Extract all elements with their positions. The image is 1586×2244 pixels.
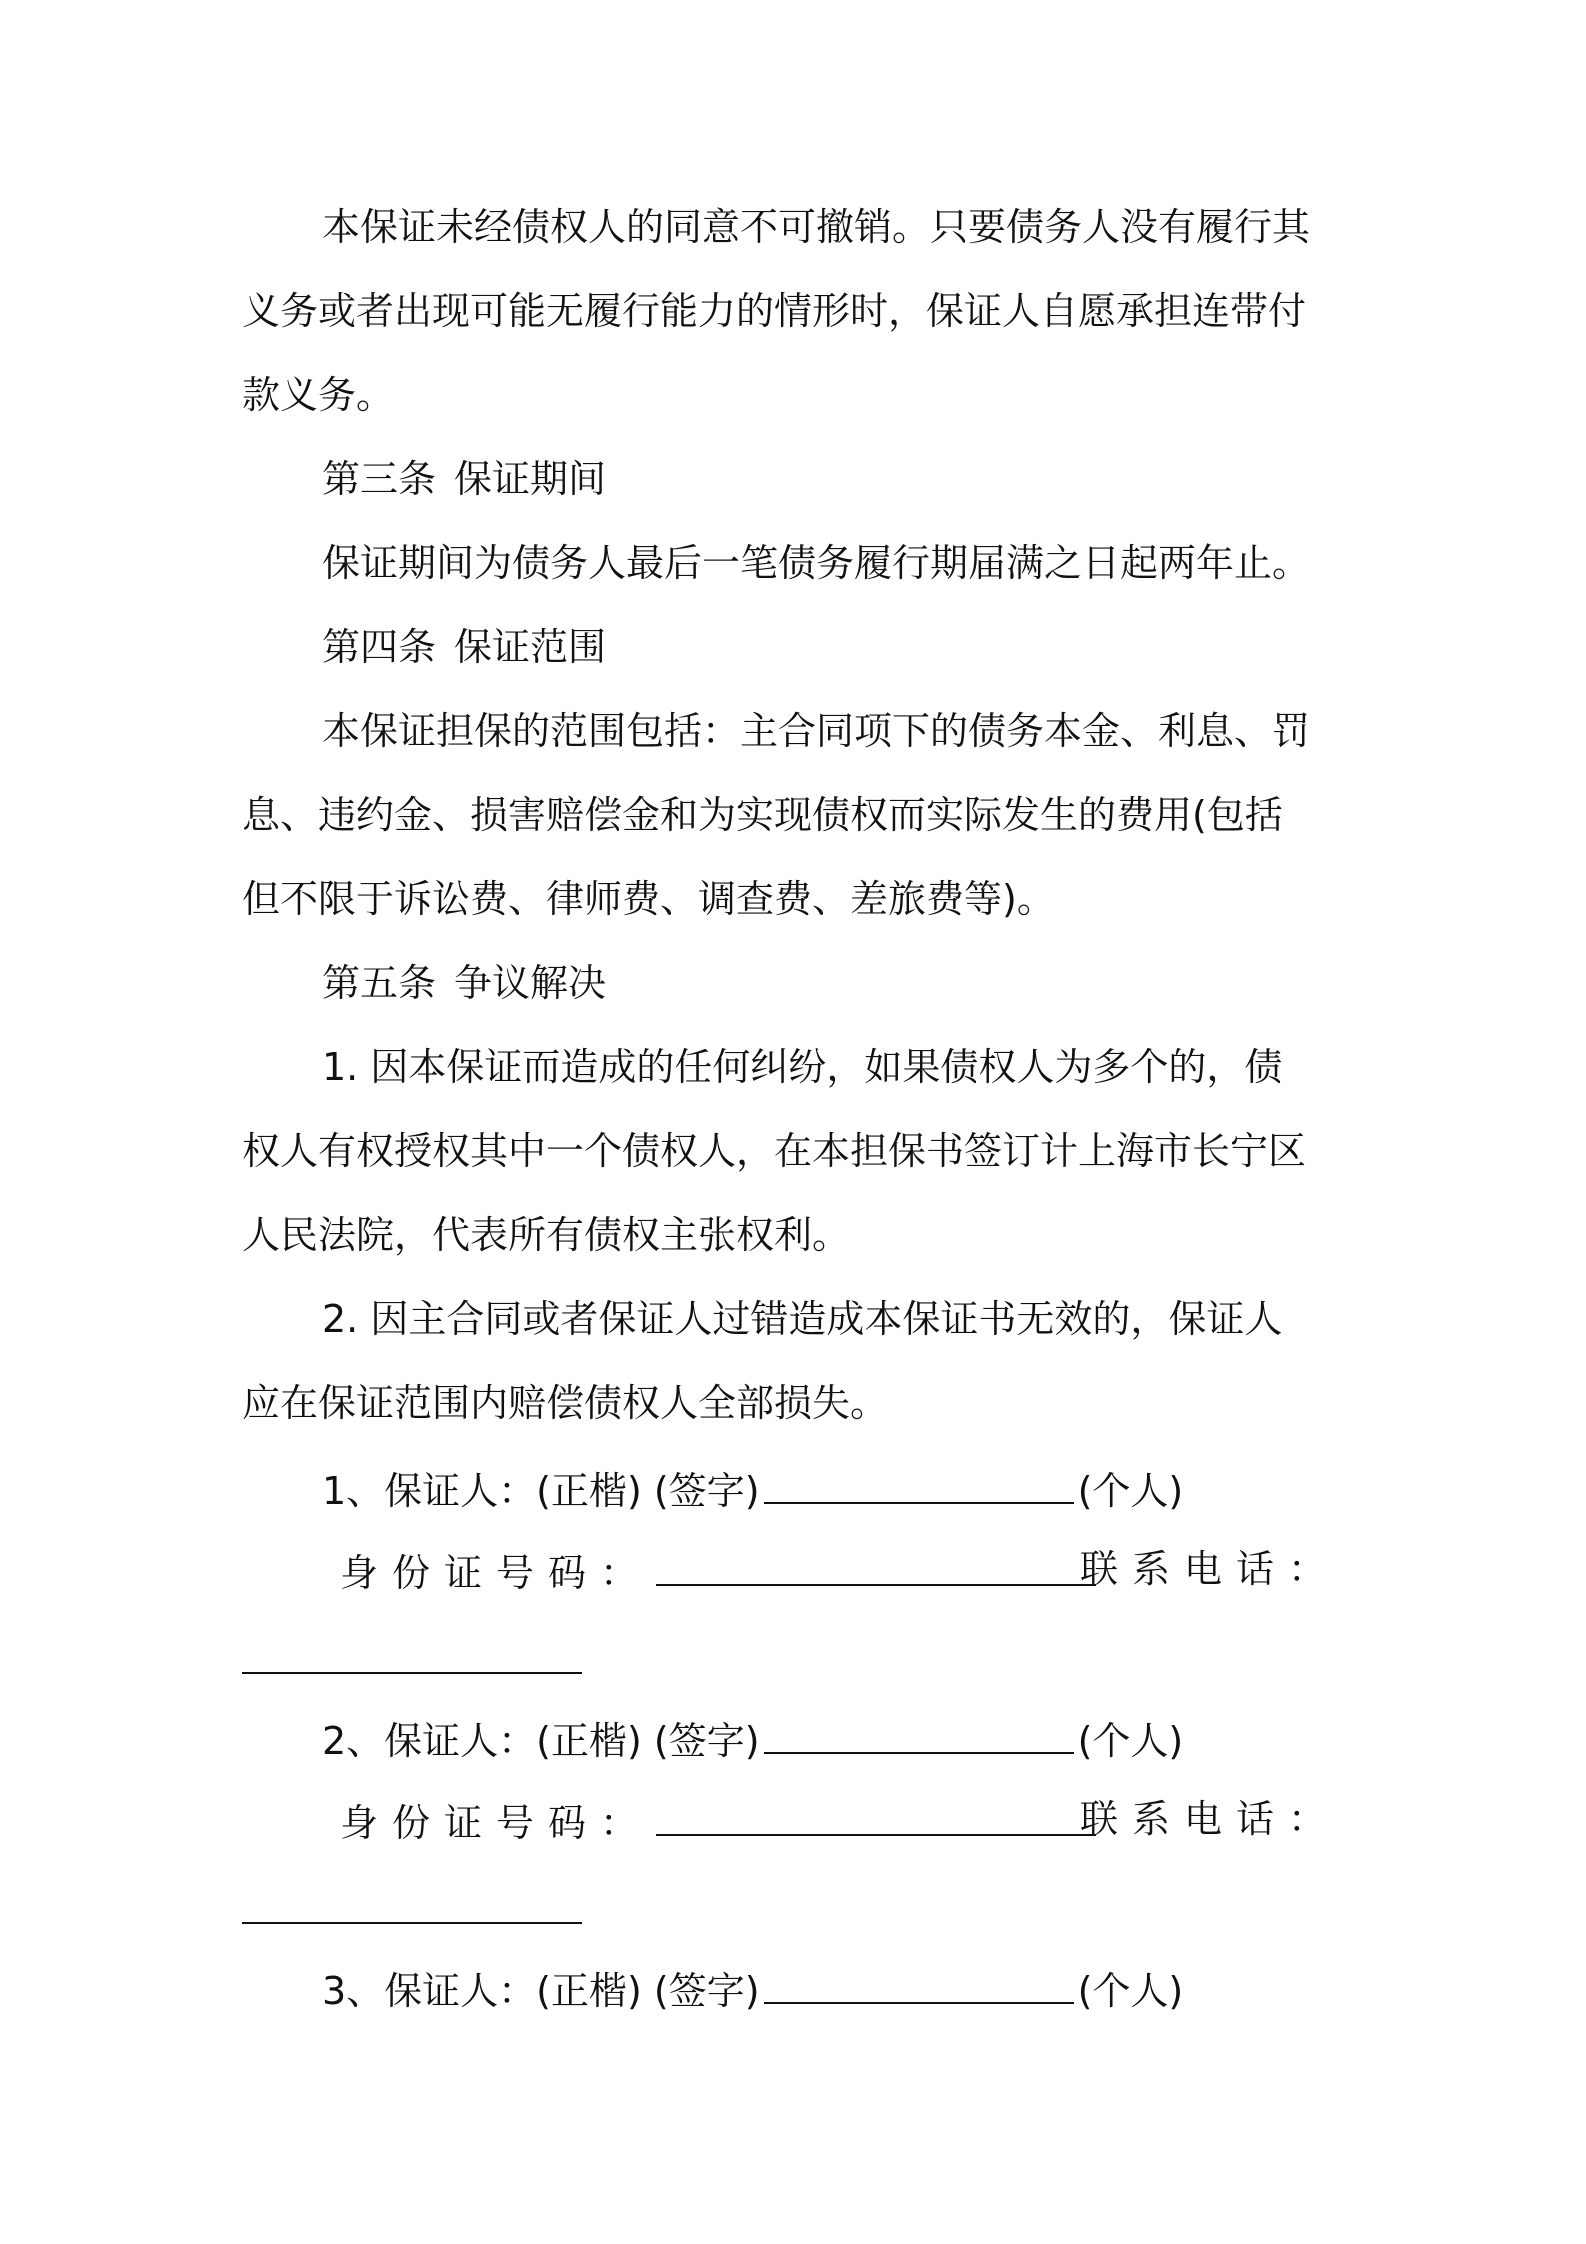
signature-label: 3、保证人：(正楷) (签字) bbox=[322, 1969, 760, 2013]
id-phone-row bbox=[340, 1797, 1360, 1845]
paragraph-line: 义务或者出现可能无履行能力的情形时，保证人自愿承担连带付 bbox=[242, 289, 1307, 333]
paragraph-line: 保证期间为债务人最后一笔债务履行期届满之日起两年止。 bbox=[322, 541, 1311, 585]
signature-label: 2、保证人：(正楷) (签字) bbox=[322, 1719, 760, 1763]
id-number-blank[interactable] bbox=[656, 1800, 1096, 1836]
section-title: 保证范围 bbox=[454, 625, 607, 669]
signature-blank[interactable] bbox=[764, 1968, 1074, 2004]
signature-suffix: (个人) bbox=[1077, 1469, 1184, 1513]
signature-blank[interactable] bbox=[764, 1718, 1074, 1754]
id-label: 身份证号码： bbox=[340, 1801, 653, 1845]
paragraph-line: 款义务。 bbox=[242, 373, 395, 417]
section-heading bbox=[242, 457, 1360, 501]
signature-line bbox=[242, 1718, 1360, 1763]
phone-label: 联系电话： bbox=[1079, 1797, 1340, 1841]
section-title: 争议解决 bbox=[454, 961, 607, 1005]
paragraph-line: 1. 因本保证而造成的任何纠纷，如果债权人为多个的，债 bbox=[322, 1045, 1283, 1089]
paragraph-line: 人民法院，代表所有债权主张权利。 bbox=[242, 1213, 851, 1257]
signature-suffix: (个人) bbox=[1077, 1719, 1184, 1763]
paragraph-line: 权人有权授权其中一个债权人，在本担保书签订计上海市长宁区 bbox=[242, 1129, 1307, 1173]
phone-number-blank[interactable] bbox=[242, 1672, 582, 1674]
paragraph-line: 本保证未经债权人的同意不可撤销。只要债务人没有履行其 bbox=[322, 205, 1311, 249]
phone-label: 联系电话： bbox=[1079, 1547, 1340, 1591]
paragraph-line: 2. 因主合同或者保证人过错造成本保证书无效的，保证人 bbox=[322, 1297, 1283, 1341]
signature-suffix: (个人) bbox=[1077, 1969, 1184, 2013]
section-number: 第三条 bbox=[322, 457, 437, 501]
paragraph-line: 应在保证范围内赔偿债权人全部损失。 bbox=[242, 1381, 889, 1425]
section-number: 第四条 bbox=[322, 625, 437, 669]
signature-line bbox=[242, 1468, 1360, 1513]
id-phone-row bbox=[340, 1547, 1360, 1595]
section-heading bbox=[242, 961, 1360, 1005]
section-title: 保证期间 bbox=[454, 457, 607, 501]
section-number: 第五条 bbox=[322, 961, 437, 1005]
signature-label: 1、保证人：(正楷) (签字) bbox=[322, 1469, 760, 1513]
paragraph-line: 本保证担保的范围包括：主合同项下的债务本金、利息、罚 bbox=[322, 709, 1311, 753]
signature-line bbox=[242, 1968, 1360, 2013]
signature-blank[interactable] bbox=[764, 1468, 1074, 1504]
section-heading bbox=[242, 625, 1360, 669]
id-label: 身份证号码： bbox=[340, 1551, 653, 1595]
id-number-blank[interactable] bbox=[656, 1550, 1096, 1586]
paragraph-line: 但不限于诉讼费、律师费、调查费、差旅费等)。 bbox=[242, 877, 1055, 921]
paragraph-line: 息、违约金、损害赔偿金和为实现债权而实际发生的费用(包括 bbox=[242, 793, 1283, 837]
phone-number-blank[interactable] bbox=[242, 1922, 582, 1924]
